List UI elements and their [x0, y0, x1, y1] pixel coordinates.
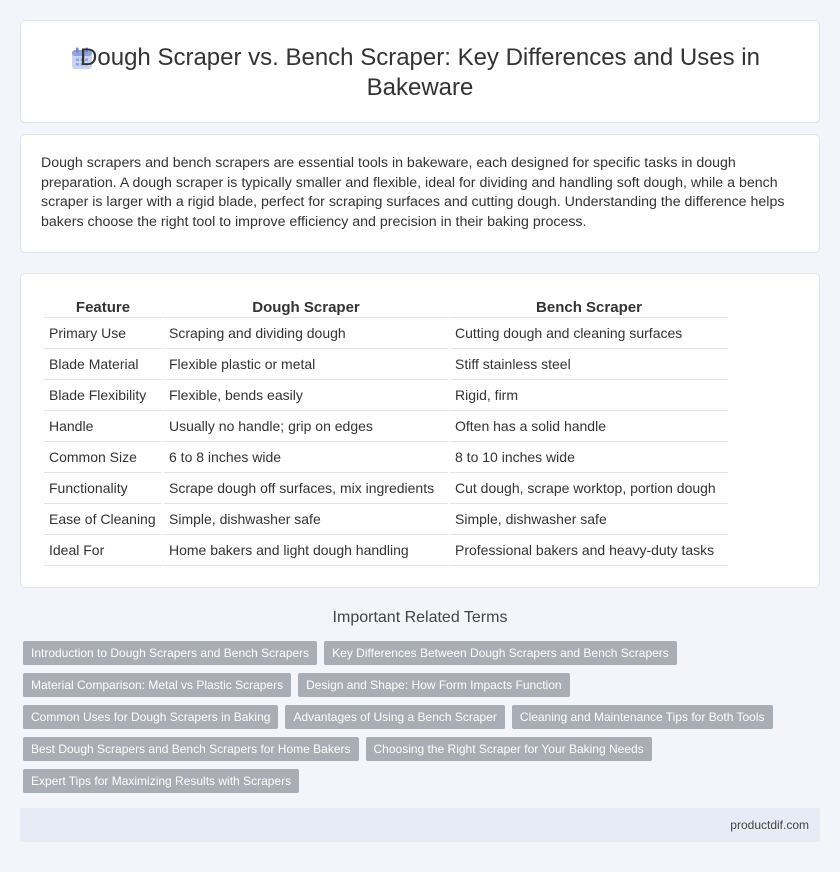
feature-cell: Ease of Cleaning — [44, 504, 162, 535]
intro-card — [20, 134, 820, 253]
intro-paragraph: Dough scrapers and bench scrapers are essential tools in bakeware, each designed for specific tasks in dough preparation. A dough scraper is typically smaller and flexible, ideal for dividing and handling soft dough, while a bench scraper is larger with a rigid blade, perfect for scraping surfaces and cutting dough. Understanding the difference helps bakers choose the right tool to improve efficiency and precision in their baking process. — [41, 155, 785, 230]
bench-scraper-cell: 8 to 10 inches wide — [450, 442, 728, 473]
table-header-row — [44, 294, 728, 318]
bench-scraper-cell: Professional bakers and heavy-duty tasks — [450, 535, 728, 566]
bench-scraper-cell: Stiff stainless steel — [450, 349, 728, 380]
feature-cell: Common Size — [44, 442, 162, 473]
table-row — [44, 349, 728, 380]
footer-site-link[interactable]: productdif.com — [730, 818, 809, 832]
header-dough-scraper: Dough Scraper — [164, 294, 448, 318]
dough-scraper-cell: Flexible plastic or metal — [164, 349, 448, 380]
feature-cell: Functionality — [44, 473, 162, 504]
header-bench-scraper: Bench Scraper — [450, 294, 728, 318]
table-row — [44, 442, 728, 473]
related-term-tag[interactable]: Expert Tips for Maximizing Results with Scrapers — [23, 769, 299, 793]
comparison-table — [42, 294, 730, 566]
footer — [20, 808, 820, 842]
bench-scraper-cell: Often has a solid handle — [450, 411, 728, 442]
related-term-tag[interactable]: Key Differences Between Dough Scrapers and Bench Scrapers — [324, 641, 677, 665]
comparison-card — [20, 273, 820, 588]
table-row — [44, 473, 728, 504]
dough-scraper-cell: Simple, dishwasher safe — [164, 504, 448, 535]
related-term-tag[interactable]: Cleaning and Maintenance Tips for Both Tools — [512, 705, 773, 729]
related-term-tag[interactable]: Material Comparison: Metal vs Plastic Scrapers — [23, 673, 291, 697]
table-row — [44, 318, 728, 349]
feature-cell: Ideal For — [44, 535, 162, 566]
related-terms-title: Important Related Terms — [332, 609, 508, 626]
related-terms-list — [23, 641, 813, 793]
dough-scraper-cell: 6 to 8 inches wide — [164, 442, 448, 473]
dough-scraper-cell: Scrape dough off surfaces, mix ingredients — [164, 473, 448, 504]
feature-cell: Blade Flexibility — [44, 380, 162, 411]
feature-cell: Blade Material — [44, 349, 162, 380]
bench-scraper-cell: Simple, dishwasher safe — [450, 504, 728, 535]
bench-scraper-cell: Cut dough, scrape worktop, portion dough — [450, 473, 728, 504]
feature-cell: Handle — [44, 411, 162, 442]
dough-scraper-cell: Scraping and dividing dough — [164, 318, 448, 349]
page-title: Dough Scraper vs. Bench Scraper: Key Differences and Uses in Bakeware — [80, 44, 760, 101]
dough-scraper-cell: Usually no handle; grip on edges — [164, 411, 448, 442]
table-row — [44, 504, 728, 535]
related-term-tag[interactable]: Best Dough Scrapers and Bench Scrapers for Home Bakers — [23, 737, 359, 761]
bench-scraper-cell: Cutting dough and cleaning surfaces — [450, 318, 728, 349]
header-feature: Feature — [44, 294, 162, 318]
related-term-tag[interactable]: Choosing the Right Scraper for Your Baking Needs — [366, 737, 652, 761]
related-term-tag[interactable]: Introduction to Dough Scrapers and Bench Scrapers — [23, 641, 317, 665]
related-term-tag[interactable]: Design and Shape: How Form Impacts Function — [298, 673, 569, 697]
table-row — [44, 411, 728, 442]
title-card — [20, 20, 820, 123]
related-term-tag[interactable]: Advantages of Using a Bench Scraper — [285, 705, 504, 729]
feature-cell: Primary Use — [44, 318, 162, 349]
table-row — [44, 535, 728, 566]
dough-scraper-cell: Home bakers and light dough handling — [164, 535, 448, 566]
related-term-tag[interactable]: Common Uses for Dough Scrapers in Baking — [23, 705, 278, 729]
bench-scraper-cell: Rigid, firm — [450, 380, 728, 411]
table-row — [44, 380, 728, 411]
dough-scraper-cell: Flexible, bends easily — [164, 380, 448, 411]
